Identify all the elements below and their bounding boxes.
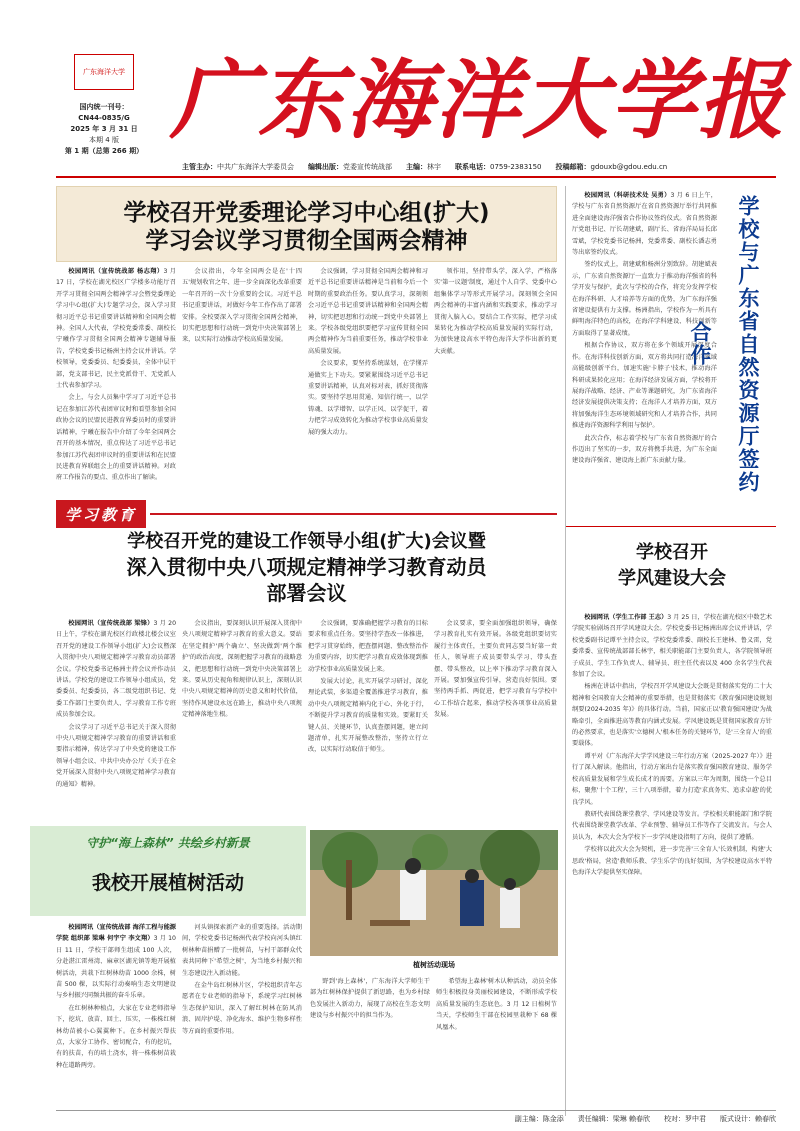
newspaper-title: 广东海洋大学报 [170,50,786,151]
photo-caption: 植树活动现场 [413,961,455,969]
school-logo: 广东海洋大学 [74,54,134,90]
article3-column-1: 校园网讯（宣传统战部 海洋工程与能源学院 组织部 梁琳 何宇宁 李文翔）3 月 10 日 11 日，学校干部师生组成 100 人次，分赴湛江雷州湾、麻章区湖光镇等地开展植树活动，共栽下红树林幼苗 1000 余株，树苗 500 棵，以实际行动奏响生态文明建设与乡村振兴同频共振的奋斗乐章。 在红树林种植点，大家在专业老师指导下，挖坑、放苗、回土、压实，一株株红树林幼苗被小心翼翼种下。在乡村振兴帮扶点，大家分工协作、密切配合，有的挖坑，有的扶苗，有的培土浇水，将一株株树苗栽种在道路两旁。 [56,924,176,1069]
column-divider [565,186,566,1116]
article1-column-4: 领作用，坚持带头学，深入学，严格落实'第一议题'制度，通过个人自学、党委中心组集体学习等形式开展学习。深刻领会全国两会精神的丰富内涵和实践要求，推动学习贯彻入脑入心。要结合工作实际，把学习成果转化为推动学校高质量发展的实际行动，为加快建设高水平特色海洋大学作出新的更大贡献。 [434,268,557,355]
article1-column-2: 会议指出，今年全国两会是在'十四五'规划收官之年、进一步全面深化改革重要一年召开的一次十分重要的会议。习近平总书记重要讲话，对做好今年工作作出了部署安排。全校要深入学习贯彻全国两会精神，切实把思想和行动统一到党中央决策部署上来，以实际行动推动学校高质量发展。 [182,268,302,344]
side-article-body: 校园网讯（科研技术处 吴勇）3 月 6 日上午，学校与广东省自然资源厅在省自然资源厅举行共同推进全面建设海洋强省合作协议签约仪式。省自然资源厅党组书记、厅长胡建斌，副厅长、省海洋局局长邱雪斌，学校党委书记杨洲，党委常委、副校长潘志勇等出席签约仪式。 签约仪式上，胡建斌和杨洲分别致辞。胡建斌表示，广东省自然资源厅一直致力于推动海洋强省的科学开发与保护，此次与学校的合作，将充分发挥学校在海洋科研、人才培养等方面的优势，为广东海洋强省建设提供有力支撑。杨洲指出，学校作为一所具有鲜明海洋特色的高校，在海洋学科建设、科技创新等方面取得了显著成绩。 根据合作协议，双方将在多个领域开展深度合作。在海洋科技创新方面，双方将共同打造海洋领域高能级创新平台，加速实施'卡脖子'技术，推动海洋科研成果转化应用；在海洋经济发展方面，学校将开展海洋战略、经济、产业等课题研究，为广东省海洋经济发展提供决策支持；在海洋人才培养方面，双方将加强海洋生态环境领域研究和人才培养合作，共同推进海洋资源科学利用与保护。 此次合作，标志着学校与广东省自然资源厅的合作迈出了坚实的一步，双方将携手共进，为广东全面建设海洋强省、建设海上新广东贡献力量。 [572,192,717,465]
masthead [0,0,800,178]
article3-column-4: 希望海上森林'树木认种活动，动员全体师生积极投身美丽校园建设，不断形成学校高质量发展的生态底色。3 月 12 日植树节当天，学校师生干部在校园里栽种下 68 棵风凰木。 [436,978,557,1031]
section-divider [566,526,776,527]
article3-column-2: 河头镇探索新产业的重要选择。活动期间，学校党委书记杨洲代表学校向河头镇红树林种苗捐赠了一批树苗，与村干部群众代表共同种下'希望之树'，为当地乡村振兴和生态建设注入新动能。 在金牛岛红树林片区，学校组织青年志愿者在专业老师的指导下，系统学习红树林生态保护知识，深入了解红树林在防风消浪、固岸护堤、净化海水、维护生物多样性等方面的重要作用。 [182,924,302,1035]
section-tag: 学习教育 [56,500,146,528]
article2-column-1: 校园网讯（宣传统战部 梁锋）3 月 20 日上午，学校在湖光校区行政楼北楼会议室召开党的建设工作领导小组(扩大)会议暨深入贯彻中央八项规定精神学习教育动员部署会议。学校党委书记杨洲主持会议并作动员讲话。学校党的建设工作领导小组成员，党委委员、纪委委员，各二级党组织书记、党委工作部门主要负责人、学习教育工作专班成员参加会议。 会议学习了习近平总书记关于深入贯彻中央八项规定精神学习教育的重要讲话和重要指示精神，传达学习了中央党的建设工作领导小组会议、中共中央办公厅《关于在全党开展深入贯彻中央八项规定精神学习教育的通知》精神。 [56,620,176,788]
study-style-body: 校园网讯（学生工作部 王志）3 月 25 日，学校在湖光校区中数艺术学院实验剧场召开学风建设大会。学校党委书记杨洲出席会议并讲话，学校党委副书记谭平主持会议，学校党委常委、副校长王建林、鲁义雷，党委常委、宣传统战部部长林宇，相关职能部门主要负责人，各学院领导班子成员、学生工作负责人、辅导员、班主任代表以及 400 余名学生代表参加了会议。 杨洲在讲话中指出，学校召开学风建设大会既是贯彻落实党的二十大精神和全国教育大会精神的重要举措，也是贯彻落实《教育强国建设规划纲要(2024-2035 年)》的具体行动。当前，国家正以'教育强国建设'为战略牵引，全面推进高等教育内涵式发展。学风建设既是贯彻国家教育方针的必然要求，也是落实'立德树人'根本任务的关键环节，是'三全育人'的重要载体。 谭平对《广东海洋大学学风建设三年行动方案（2025-2027 年）》进行了深入解读。他指出，行动方案出台是落实教育强国教育建设、服务学校高质量发展和学生成长成才的需要。方案以三年为周期，围绕一个总目标，聚焦'十个工程'，三十八项举措，着力打造'求真务实、追求卓越'的优良学风。 教研代表围绕课堂教学、学风建设等发言。学校相关职能部门和学院代表围绕课堂教学改革、学业预警、辅导员工作等作了交流发言。与会人员认为，本次大会为学校下一步学风建设指明了方向，提供了遵循。 学校将以此次大会为契机，进一步完善'三全育人'长效机制，构建'大思政'格局，营造'教师乐教、学生乐学'的良好氛围，为学校建设高水平特色海洋大学提供坚实保障。 [572,614,772,876]
tree-planting-headline: 我校开展植树活动 [91,872,244,894]
article1-headline: 学校召开党委理论学习中心组(扩大) 学习会议学习贯彻全国两会精神 [56,186,557,262]
publication-meta: 国内统一刊号： CN44-0835/G 2025 年 3 月 31 日 本期 4 版 第 1 期（总第 266 期） [64,103,144,155]
article1-column-3: 会议强调，学习贯彻全国两会精神和习近平总书记重要讲话精神是当前和今后一个时期的重要政治任务。要认真学习，深刻领会习近平总书记重要讲话精神和全国两会精神，切实把思想和行动统一到党中央部署上来。学校各级党组织要把学习宣传贯彻全国两会精神作为当前重要任务，推动学校事业高质量发展。 会议要求，要坚持系统谋划，在学懂弄通做实上下功夫。要紧紧围绕习近平总书记重要讲话精神，认真对标对表，抓好贯彻落实。要坚持学思用贯通、知信行统一，以学铸魂、以学增智、以学正风、以学促干，着力把学习成效转化为推动学校事业高质量发展的强大动力。 [308,268,428,436]
article3-column-3: 野到'海上森林'，广东海洋大学师生干部为红树林保护提供了新思路，也为乡村绿色发展注入新动力，展现了高校在生态文明建设与乡村振兴中的担当作为。 [310,978,430,1020]
publication-info-bar: 主管主办：中共广东海洋大学委员会 编辑出版：党委宣传统战部 主编：林宇 联系电话：0759-2383150 投稿邮箱：gdouxb@gdou.edu.cn [182,163,668,171]
tree-planting-subtitle: 守护“海上森林” 共绘乡村新景 [86,836,250,850]
article1-column-1: 校园网讯（宣传统战部 杨志翔）3 月 17 日，学校在湖光校区广学楼多功能厅召开学习贯彻全国两会精神学习会暨党委理论学习中心组(扩大)专题学习会，深入学习贯彻习近平总书记重要讲话精神和全国两会精神。全国人大代表，学校党委常委、副校长宁曦作学习贯彻全国两会精神专题辅导报告，学校党委书记杨洲主持会议并讲话。学校领导，党委委员、纪委委员，全体中层干部，党支部书记，民主党派骨干、无党派人士代表参加学习。 会上，与会人员集中学习了习近平总书记在参加江苏代表团审议时和看望参加全国政协会议的民盟民进教育界委员时的重要讲话精神，宁曦在报告中介绍了今年全国两会召开的基本情况，重点传达了习近平总书记参加江苏代表团审议时的重要讲话和在民盟民进教育界联组会上的重要讲话精神。对政府工作报告的要点、重点作出了解读。 [56,268,176,482]
masthead-divider [56,176,776,178]
article2-column-3: 会议强调，要准确把握学习教育的目标要求和重点任务。要坚持学查改一体推进，把学习贯穿始终，把查摆问题、整改整治作为重要内容，切实把学习教育成效体现到推动学校事业高质量发展上来。 发展大讨论，扎实开展学习研讨，深化理论武装，多渠道全覆盖推进学习教育，推动中央八项规定精神内化于心、外化于行，不断提升学习教育的质量和实效。要紧盯关键人员、关键环节，认真查摆问题，建立问题清单，扎实开展整改整治，坚持立行立改，以实际行动取信于师生。 [308,620,428,754]
study-style-headline: 学校召开 学风建设大会 [618,542,726,589]
side-article-vertical-headline: 学校与广东省自然资源厅签约合作 [688,194,760,494]
article2-headline: 学校召开党的建设工作领导小组(扩大)会议暨 深入贯彻中央八项规定精神学习教育动员 部署会议 [126,531,487,605]
article2-column-2: 会议指出，要深刻认识开展深入贯彻中央八项规定精神学习教育的重大意义。要站在坚定拥护'两个确立'、坚决做到'两个维护'的政治高度，深刻把握学习教育的战略意义，把思想和行动统一到党中央决策部署上来。要从历史视角和规律认识上，深刻认识中央八项规定精神的历史意义和时代价值，坚持作风建设永远在路上，推动中央八项规定精神落地生根。 [182,620,302,719]
section-band [56,500,557,528]
article2-column-4: 会议要求，要全面加强组织领导，确保学习教育扎实有效开展。各级党组织要切实履行主体责任，主要负责同志要当好第一责任人，领导班子成员要带头学习、带头查摆、带头整改，以上率下推动学习教育深入开展。要加强宣传引导，营造良好氛围。要坚持两手抓、两促进，把学习教育与学校中心工作结合起来，推动学校各项事业高质量发展。 [434,620,557,719]
section-band-line [150,513,557,515]
tree-planting-photo [310,830,558,956]
page-footer: 副主编：陈金添 责任编辑：梁琳 赖春欣 校对：罗中君 版式设计：赖春欣 [56,1110,776,1124]
